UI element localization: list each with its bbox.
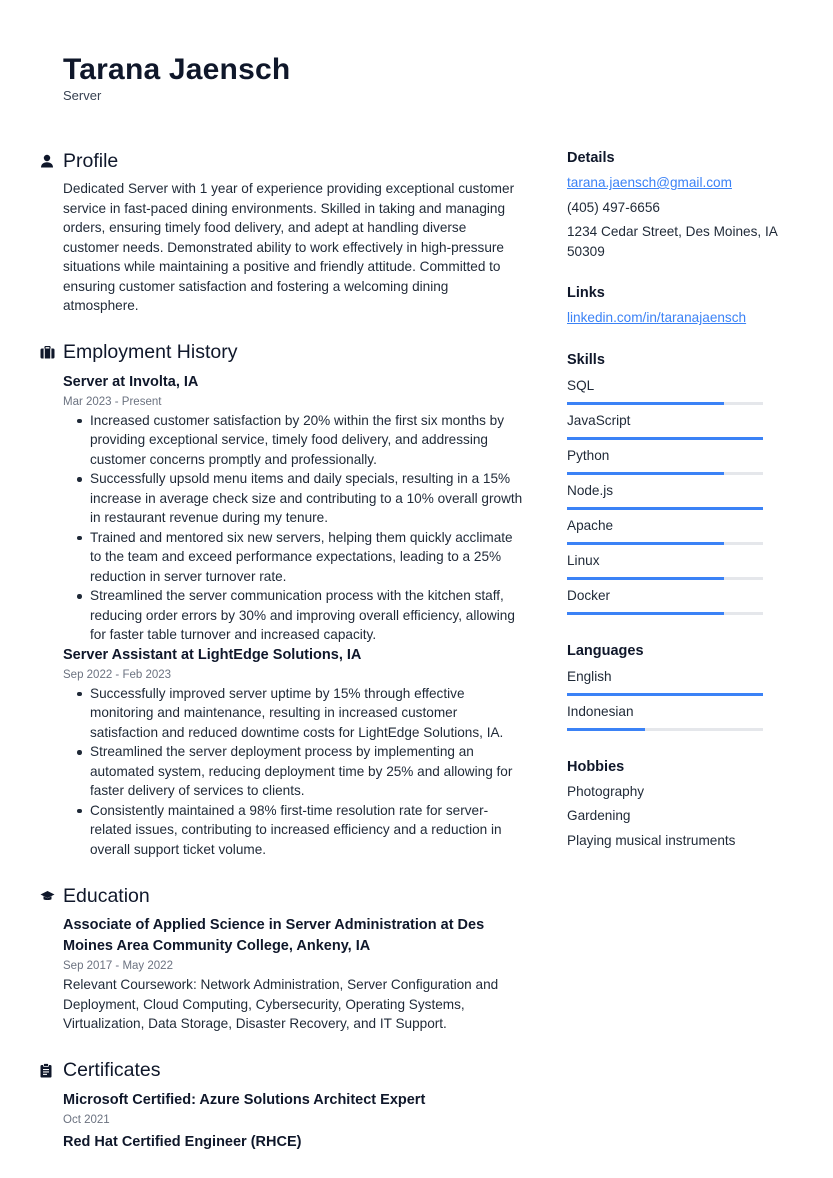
language-name: Indonesian	[567, 703, 634, 719]
skill-name: Python	[567, 447, 610, 463]
bullet-item: Successfully upsold menu items and daily specials, resulting in a 15% increase in average check size and contributing to a 10% overall growth in restaurant revenue during my tenure.	[72, 469, 525, 528]
bullet-item: Consistently maintained a 98% first-time resolution rate for server-related issues, contributing to increased efficiency and a reduction in overall support ticket volume.	[72, 801, 525, 860]
certificates-section	[40, 1056, 525, 1153]
skill-name: Linux	[567, 552, 600, 568]
job-bullets	[63, 411, 525, 645]
email-link[interactable]: tarana.jaensch@gmail.com	[567, 175, 732, 190]
job-bullets	[63, 684, 525, 860]
skill-item	[567, 481, 787, 510]
hobby-item: Playing musical instruments	[567, 832, 736, 848]
skill-level-bar	[567, 472, 763, 475]
job-title: Server Assistant at LightEdge Solutions, IA	[63, 646, 362, 663]
certificates-heading	[40, 1056, 525, 1086]
hobbies-section	[567, 755, 787, 851]
bullet-item: Streamlined the server communication process with the kitchen staff, reducing order errors by 30% and improving overall efficiency, allowing for faster table turnover and increased capacity.	[72, 586, 525, 645]
resume-header	[63, 52, 290, 104]
skill-name: Docker	[567, 587, 611, 603]
links-section	[567, 281, 787, 328]
bullet-item: Increased customer satisfaction by 20% within the first six months by providing exceptional service, timely food delivery, and addressing customer concerns promptly and professionally.	[72, 411, 525, 470]
language-level-bar	[567, 693, 763, 696]
bullet-item: Successfully improved server uptime by 15% through effective monitoring and maintenance, resulting in increased customer satisfaction and reduced downtime costs for LightEdge Solutions, IA.	[72, 684, 525, 743]
education-text: Relevant Coursework: Network Administration, Server Configuration and Deployment, Cloud Computing, Cybersecurity, Operating Systems, Virtualization, Data Storage, Disaster Recovery, and IT Support.	[63, 977, 499, 1031]
skill-level-fill	[567, 507, 763, 510]
hobby-item: Gardening	[567, 808, 631, 823]
degree-title: Associate of Applied Science in Server Administration at Des Moines Area Community College, Ankeny, IA	[63, 917, 485, 954]
employment-title: Employment History	[63, 341, 238, 363]
skill-item	[567, 446, 787, 475]
skill-level-fill	[567, 402, 724, 405]
candidate-role: Server	[63, 88, 102, 103]
details-section	[567, 146, 787, 261]
skill-item	[567, 376, 787, 405]
education-section	[40, 881, 525, 1034]
skill-level-bar	[567, 437, 763, 440]
skill-level-fill	[567, 542, 724, 545]
hobby-item: Photography	[567, 783, 645, 799]
skill-item	[567, 586, 787, 615]
bullet-item: Trained and mentored six new servers, helping them quickly acclimate to the team and exceed performance expectations, leading to a 25% reduction in server turnover rate.	[72, 528, 525, 587]
skill-level-fill	[567, 437, 763, 440]
job-date: Sep 2022 - Feb 2023	[63, 668, 172, 681]
linkedin-link[interactable]: linkedin.com/in/taranajaensch	[567, 310, 747, 325]
languages-list	[567, 667, 787, 731]
briefcase-icon	[40, 346, 63, 359]
skill-name: Apache	[567, 517, 614, 533]
profile-section	[40, 146, 525, 316]
skills-section	[567, 348, 787, 615]
links-title: Links	[567, 285, 605, 301]
skills-list	[567, 376, 787, 615]
skill-level-bar	[567, 507, 763, 510]
skill-level-bar	[567, 612, 763, 615]
languages-section	[567, 639, 787, 731]
language-level-fill	[567, 693, 763, 696]
side-column	[567, 146, 787, 850]
skill-level-fill	[567, 612, 724, 615]
job-title: Server at Involta, IA	[63, 373, 199, 390]
skill-item	[567, 551, 787, 580]
details-title: Details	[567, 150, 615, 166]
skill-level-bar	[567, 542, 763, 545]
skill-name: Node.js	[567, 482, 614, 498]
education-heading	[40, 881, 525, 911]
skill-level-fill	[567, 577, 724, 580]
skills-title: Skills	[567, 351, 605, 368]
skill-level-bar	[567, 402, 763, 405]
profile-text: Dedicated Server with 1 year of experience providing exceptional customer service in fast-paced dining environments. Skilled in taking and managing orders, ensuring timely food delivery, and adept at handling diverse customer needs. Demonstrated ability to work effectively in high-pressure situations while maintaining a positive and friendly attitude. Committed to ensuring customer satisfaction and fostering a welcoming dining atmosphere.	[63, 181, 515, 313]
candidate-name: Tarana Jaensch	[63, 53, 291, 86]
hobbies-title: Hobbies	[567, 758, 625, 775]
language-item	[567, 702, 787, 731]
skill-level-fill	[567, 472, 724, 475]
job-entry	[63, 372, 525, 645]
languages-title: Languages	[567, 642, 644, 659]
language-level-fill	[567, 728, 645, 731]
skill-level-bar	[567, 577, 763, 580]
certificate-name: Red Hat Certified Engineer (RHCE)	[63, 1133, 302, 1150]
address: 1234 Cedar Street, Des Moines, IA 50309	[567, 224, 778, 259]
employment-section	[40, 338, 525, 860]
certificate-name: Microsoft Certified: Azure Solutions Architect Expert	[63, 1091, 426, 1108]
clipboard-icon	[40, 1063, 63, 1078]
person-icon	[40, 154, 63, 168]
main-column	[40, 146, 525, 1153]
skill-item	[567, 411, 787, 440]
job-date: Mar 2023 - Present	[63, 395, 162, 408]
education-title: Education	[63, 884, 150, 907]
bullet-item: Streamlined the server deployment process by implementing an automated system, reducing deployment time by 25% and allowing for faster delivery of services to clients.	[72, 742, 525, 801]
phone-number: (405) 497-6656	[567, 199, 660, 215]
language-level-bar	[567, 728, 763, 731]
skill-name: SQL	[567, 377, 595, 393]
skill-name: JavaScript	[567, 412, 631, 428]
employment-heading	[40, 338, 525, 368]
certificates-title: Certificates	[63, 1059, 161, 1081]
profile-title: Profile	[63, 149, 119, 172]
profile-heading	[40, 146, 525, 176]
education-date: Sep 2017 - May 2022	[63, 960, 173, 972]
skill-item	[567, 516, 787, 545]
language-item	[567, 667, 787, 696]
job-entry	[63, 645, 525, 860]
certificate-date: Oct 2021	[63, 1113, 110, 1126]
graduation-cap-icon	[40, 890, 63, 902]
language-name: English	[567, 668, 612, 684]
